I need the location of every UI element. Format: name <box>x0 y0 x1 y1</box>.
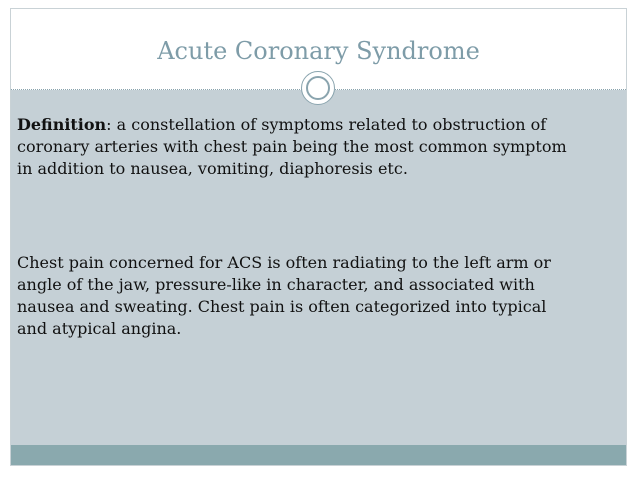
definition-text: : a constellation of symptoms related to obstruction of coronary arteries with chest pain being the most common symptom in addition to nausea, vomiting, diaphoresis etc. <box>17 115 567 178</box>
double-circle-icon <box>301 71 335 105</box>
bottom-bar <box>11 445 626 465</box>
ornament-inner-ring <box>306 76 330 100</box>
definition-paragraph <box>17 114 577 180</box>
slide-title: Acute Coronary Syndrome <box>157 37 480 65</box>
chest-pain-paragraph: Chest pain concerned for ACS is often radiating to the left arm or angle of the jaw, pressure-like in character, and associated with nausea and sweating. Chest pain is often categorized into typical and atypical angina. <box>17 253 551 338</box>
definition-term: Definition <box>17 115 107 134</box>
